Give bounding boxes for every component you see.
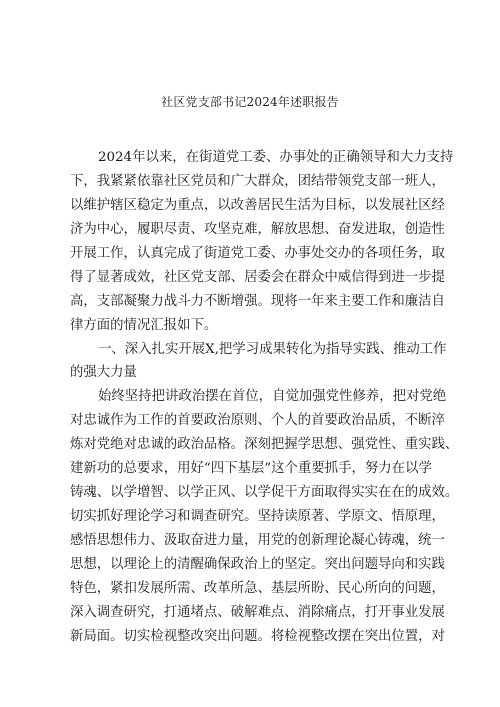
paragraph-line: 下，我紧紧依靠社区党员和广大群众，团结带领党支部一班人，	[70, 173, 445, 189]
paragraph-line: 感悟思想伟力、汲取奋进力量，用党的创新理论凝心铸魂，统一	[70, 533, 445, 548]
paragraph-line: 开展工作，认真完成了街道党工委、办事处交办的各项任务，取	[70, 245, 445, 261]
document-title: 社区党支部书记2024年述职报告	[161, 95, 339, 109]
paragraph-line: 铸魂、以学增智、以学正风、以学促干方面取得实实在在的成效。	[70, 485, 459, 501]
paragraph-line: 济为中心，履职尽责、攻坚克难，解放思想、奋发进取，创造性	[70, 221, 445, 237]
paragraph-line: 深入调查研究，打通堵点、破解难点、消除痛点，打开事业发展	[70, 604, 445, 620]
paragraph-line: 高，支部凝聚力战斗力不断增强。现将一年来主要工作和廉洁自	[70, 293, 445, 309]
paragraph-line: 对忠诚作为工作的首要政治原则、个人的首要政治品质，不断淬	[70, 413, 445, 429]
paragraph-line: 建新功的总要求，用好“四下基层”这个重要抓手，努力在以学	[70, 461, 432, 477]
paragraph-line: 以维护辖区稳定为重点，以改善居民生活为目标，以发展社区经	[70, 197, 445, 213]
paragraph-line: 新局面。切实检视整改突出问题。将检视整改摆在突出位置，对	[70, 628, 445, 644]
document-body	[70, 146, 459, 649]
paragraph-line: 炼对党绝对忠诚的政治品格。深刻把握学思想、强党性、重实践、	[70, 437, 459, 453]
paragraph-line: 始终坚持把讲政治摆在首位，自觉加强党性修养，把对党绝	[98, 389, 447, 405]
paragraph-line: 律方面的情况汇报如下。	[70, 317, 218, 333]
paragraph-line: 思想，以理论上的清醒确保政治上的坚定。突出问题导向和实践	[70, 556, 445, 572]
paragraph-line: 2024年以来，在街道党工委、办事处的正确领导和大力支持	[98, 150, 454, 165]
section-heading-line: 一、深入扎实开展X,把学习成果转化为指导实践、推动工作	[98, 341, 447, 357]
paragraph-line: 得了显著成效，社区党支部、居委会在群众中威信得到进一步提	[70, 269, 445, 285]
paragraph-line: 切实抓好理论学习和调查研究。坚持读原著、学原文、悟原理，	[70, 509, 445, 525]
paragraph-line: 特色，紧扣发展所需、改革所急、基层所盼、民心所向的问题，	[70, 580, 445, 596]
section-heading-line: 的强大力量	[70, 365, 137, 381]
